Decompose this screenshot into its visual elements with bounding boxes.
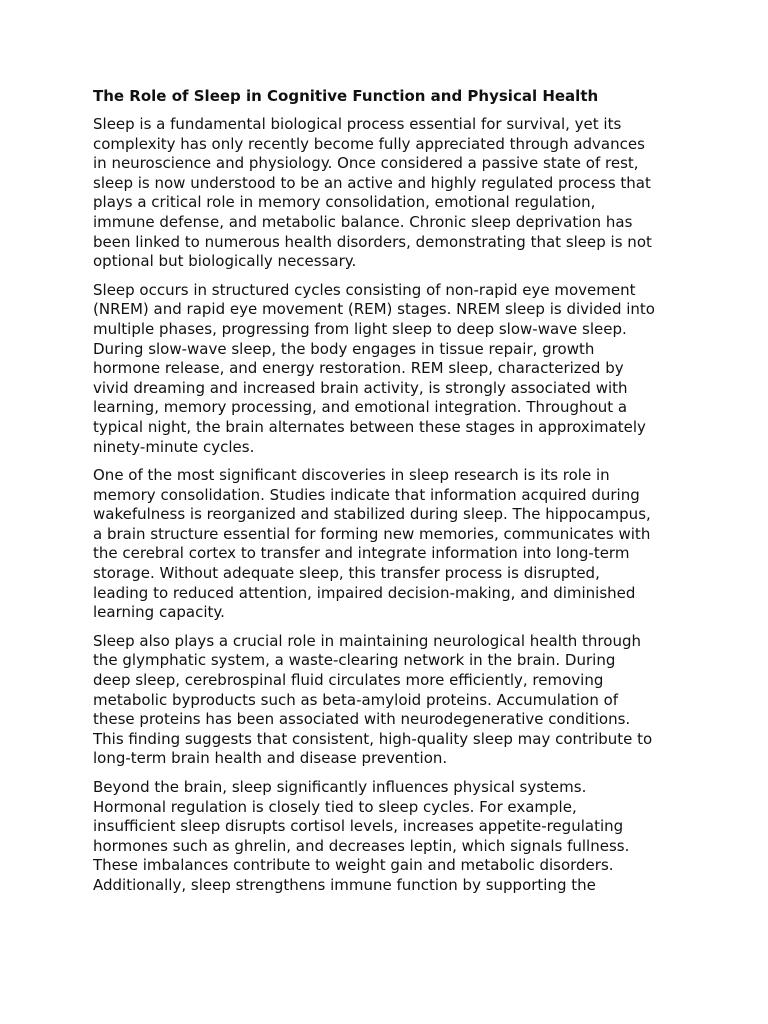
text-line: metabolic byproducts such as beta-amyloid proteins. Accumulation of — [93, 690, 619, 709]
text-line: These imbalances contribute to weight gain and metabolic disorders. — [93, 856, 614, 875]
paragraph-2 — [93, 281, 683, 457]
text-line: memory consolidation. Studies indicate that information acquired during — [93, 485, 640, 504]
text-line: (NREM) and rapid eye movement (REM) stages. NREM sleep is divided into — [93, 300, 655, 319]
paragraph-5 — [93, 778, 683, 896]
text-line: Sleep is a fundamental biological process essential for survival, yet its — [93, 115, 622, 133]
text-line: multiple phases, progressing from light sleep to deep slow-wave sleep. — [93, 319, 627, 338]
text-line: storage. Without adequate sleep, this transfer process is disrupted, — [93, 564, 600, 583]
text-line: Sleep also plays a crucial role in maintaining neurological health through — [93, 631, 641, 650]
text-line: typical night, the brain alternates between these stages in approximately — [93, 417, 646, 436]
text-line: One of the most significant discoveries in sleep research is its role in — [93, 466, 610, 485]
text-line: hormone release, and energy restoration. REM sleep, characterized by — [93, 359, 624, 378]
paragraph-4 — [93, 632, 683, 769]
text-line: learning, memory processing, and emotional integration. Throughout a — [93, 398, 628, 417]
text-line: insufficient sleep disrupts cortisol levels, increases appetite-regulating — [93, 817, 624, 836]
text-line: been linked to numerous health disorders, demonstrating that sleep is not — [93, 232, 652, 251]
text-line: During slow-wave sleep, the body engages in tissue repair, growth — [93, 339, 595, 358]
text-line: complexity has only recently become fully appreciated through advances — [93, 134, 645, 153]
text-line: deep sleep, cerebrospinal fluid circulates more efficiently, removing — [93, 671, 604, 690]
text-line: wakefulness is reorganized and stabilized during sleep. The hippocampus, — [93, 505, 651, 524]
text-line: Additionally, sleep strengthens immune function by supporting the — [93, 875, 596, 894]
paragraph-3 — [93, 466, 683, 623]
text-line: the glymphatic system, a waste-clearing network in the brain. During — [93, 651, 616, 670]
text-line: sleep is now understood to be an active and highly regulated process that — [93, 173, 651, 192]
text-line: the cerebral cortex to transfer and integrate information into long-term — [93, 544, 630, 563]
text-line: optional but biologically necessary. — [93, 252, 357, 271]
text-line: in neuroscience and physiology. Once considered a passive state of rest, — [93, 154, 639, 173]
text-line: these proteins has been associated with neurodegenerative conditions. — [93, 710, 631, 729]
text-line: Beyond the brain, sleep significantly influences physical systems. — [93, 778, 587, 796]
text-line: ninety-minute cycles. — [93, 437, 255, 456]
text-line: This finding suggests that consistent, high-quality sleep may contribute to — [93, 729, 653, 748]
paragraph-1 — [93, 115, 683, 272]
text-line: long-term brain health and disease prevention. — [93, 749, 448, 768]
document-title: The Role of Sleep in Cognitive Function and Physical Health — [93, 87, 599, 105]
text-line: plays a critical role in memory consolidation, emotional regulation, — [93, 193, 596, 212]
text-line: leading to reduced attention, impaired decision-making, and diminished — [93, 583, 636, 602]
text-line: immune defense, and metabolic balance. Chronic sleep deprivation has — [93, 212, 633, 231]
text-line: learning capacity. — [93, 603, 225, 622]
text-line: Hormonal regulation is closely tied to sleep cycles. For example, — [93, 797, 577, 816]
document-body — [93, 86, 683, 905]
text-line: hormones such as ghrelin, and decreases leptin, which signals fullness. — [93, 836, 630, 855]
text-line: vivid dreaming and increased brain activity, is strongly associated with — [93, 378, 628, 397]
text-line: a brain structure essential for forming new memories, communicates with — [93, 524, 651, 543]
text-line: Sleep occurs in structured cycles consisting of non-rapid eye movement — [93, 280, 636, 299]
